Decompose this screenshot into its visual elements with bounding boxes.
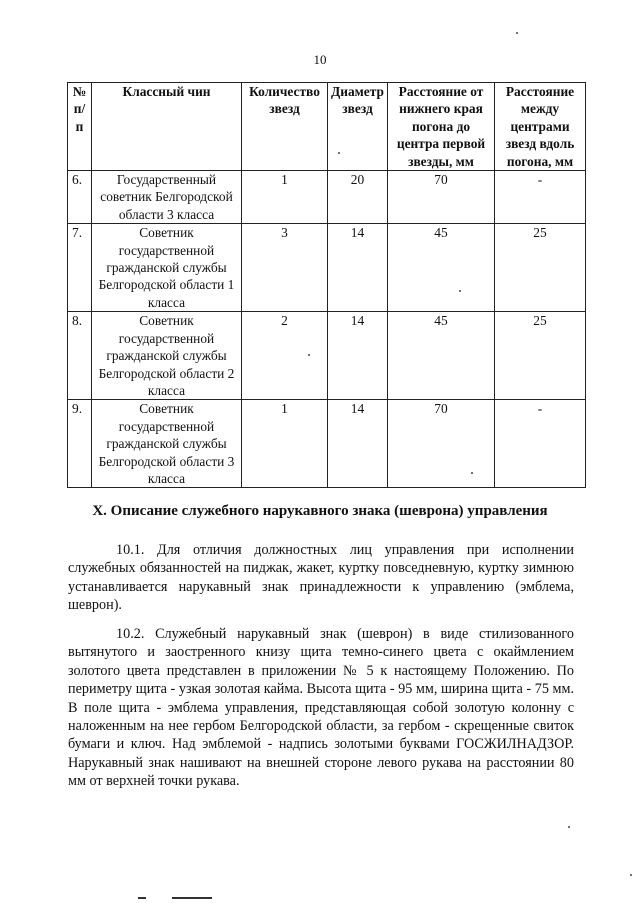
row-star-diameter: 14 (328, 224, 388, 312)
scan-speck (471, 472, 473, 474)
header-first-star-distance: Расстояние от нижнего края погона до центра первой звезды, мм (388, 83, 495, 171)
row-star-diameter: 14 (328, 312, 388, 400)
table-row (68, 312, 586, 400)
row-rank: Государственный советник Белгородской области 3 класса (92, 171, 242, 224)
page-number: 10 (313, 52, 327, 67)
row-first-star-distance: 70 (388, 171, 495, 224)
header-star-spacing: Расстояние между центрами звезд вдоль погона, мм (495, 83, 586, 171)
row-star-diameter: 20 (328, 171, 388, 224)
section-title: X. Описание служебного нарукавного знака (шеврона) управления (92, 503, 548, 519)
table-row (68, 171, 586, 224)
scan-edge-mark (172, 897, 212, 899)
row-number: 9. (68, 400, 92, 488)
paragraph-10-1: 10.1. Для отличия должностных лиц управления при исполнении служебных обязанностей на пиджак, жакет, куртку повседневную, куртку зимнюю устанавливается нарукавный знак принадлежности к управлению (эмблема, шеврон). (68, 542, 574, 614)
header-star-count: Количество звезд (242, 83, 328, 171)
row-rank: Советник государственной гражданской службы Белгородской области 3 класса (92, 400, 242, 488)
row-first-star-distance: 45 (388, 312, 495, 400)
row-rank: Советник государственной гражданской службы Белгородской области 2 класса (92, 312, 242, 400)
row-number: 7. (68, 224, 92, 312)
row-star-spacing: - (495, 400, 586, 488)
row-first-star-distance: 70 (388, 400, 495, 488)
scan-speck (459, 290, 461, 292)
scan-speck (568, 826, 570, 828)
header-star-diameter: Диаметр звезд (328, 83, 388, 171)
scan-speck (630, 874, 632, 876)
scan-speck (308, 354, 310, 356)
scan-speck (338, 152, 340, 154)
header-rank: Классный чин (92, 83, 242, 171)
row-star-count: 1 (242, 171, 328, 224)
row-star-count: 3 (242, 224, 328, 312)
row-star-count: 2 (242, 312, 328, 400)
row-star-diameter: 14 (328, 400, 388, 488)
paragraph-10-2: 10.2. Служебный нарукавный знак (шеврон) в виде стилизованного вытянутого и заостренного книзу щита темно-синего цвета с окаймлением золотого цвета представлен в приложении № 5 к настоящему Положению. По периметру щита - узкая золотая кайма. Высота щита - 95 мм, ширина щита - 75 мм. В поле щита - эмблема управления, представляющая собой золотую колонну с наложенным на нее гербом Белгородской области, за гербом - скрещенные свиток бумаги и ключ. Над эмблемой - надпись золотыми буквами ГОСЖИЛНАДЗОР. Нарукавный знак нашивают на внешней стороне левого рукава на расстоянии 80 мм от верхней точки рукава. (68, 626, 574, 790)
row-number: 8. (68, 312, 92, 400)
row-first-star-distance: 45 (388, 224, 495, 312)
row-star-spacing: - (495, 171, 586, 224)
rank-insignia-table (67, 82, 586, 488)
header-number: № п/п (68, 83, 92, 171)
row-number: 6. (68, 171, 92, 224)
row-star-spacing: 25 (495, 224, 586, 312)
row-star-spacing: 25 (495, 312, 586, 400)
scan-edge-mark (138, 897, 146, 899)
table-row (68, 400, 586, 488)
row-rank: Советник государственной гражданской службы Белгородской области 1 класса (92, 224, 242, 312)
row-star-count: 1 (242, 400, 328, 488)
scan-speck (516, 32, 518, 34)
table-row (68, 224, 586, 312)
table-header-row (68, 83, 586, 171)
